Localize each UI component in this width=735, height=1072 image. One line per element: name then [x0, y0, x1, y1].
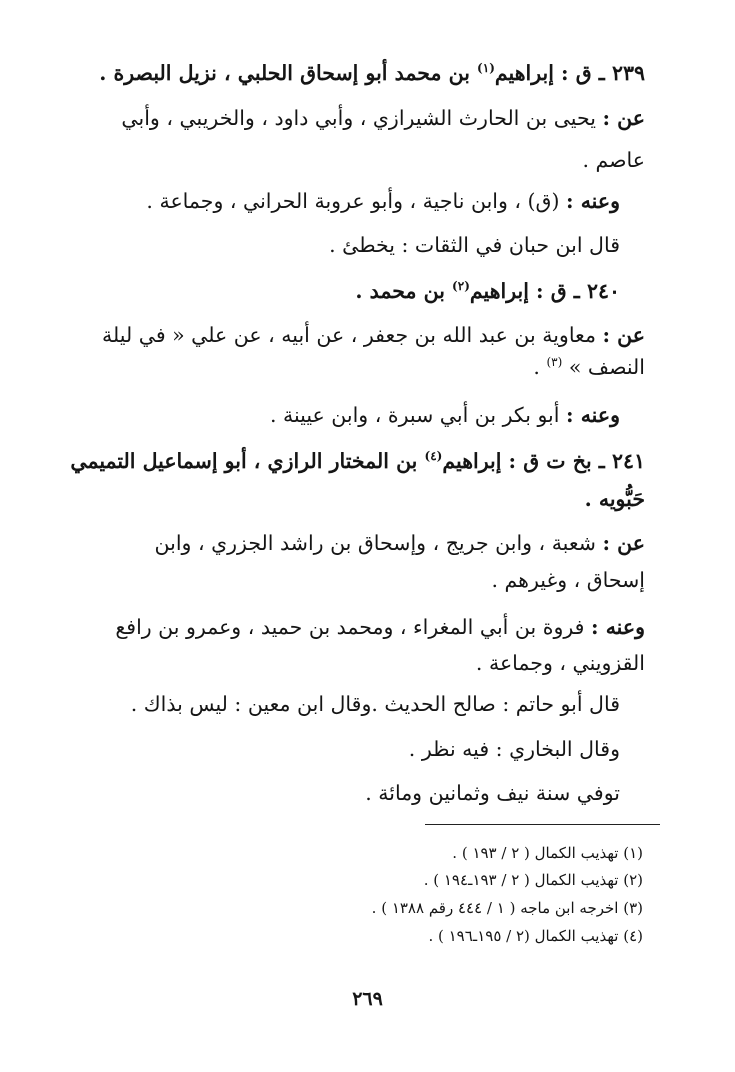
narrated-by-text: (ق) ، وابن ناجية ، وأبو عروبة الحراني ، وجماعة . [146, 189, 566, 213]
entry-241-remark-3: توفي سنة نيف وثمانين ومائة . [365, 781, 620, 805]
entry-240-narrated-from-cont [92, 352, 645, 382]
narrated-from-text: النصف » [568, 355, 645, 379]
narrated-by-label: وعنه : [590, 615, 645, 639]
entry-240-heading [92, 276, 620, 306]
period: . [533, 355, 540, 379]
narrated-from-text: شعبة ، وابن جريج ، وإسحاق بن راشد الجزري ، وابن [154, 531, 603, 555]
narrated-from-label: عن : [602, 323, 645, 347]
footnote-4: (٤) تهذيب الكمال (٢ / ١٩٥ـ١٩٦ ) . [428, 927, 643, 945]
page-number: ٢٦٩ [352, 988, 383, 1010]
narrated-from-text: يحيى بن الحارث الشيرازي ، وأبي داود ، والخريبي ، وأبي [121, 106, 603, 130]
entry-241-narrated-from-cont: إسحاق ، وغيرهم . [491, 568, 645, 592]
narrated-from-label: عن : [602, 106, 645, 130]
entry-241-name: ٢٤١ ـ بخ ت ق : إبراهيم [442, 449, 645, 473]
footnote-ref-3[interactable]: (٣) [546, 355, 563, 370]
entry-241-heading-cont: حَبُّويه . [584, 487, 645, 511]
entry-239-name: ٢٣٩ ـ ق : إبراهيم [494, 61, 645, 85]
footnote-ref-2[interactable]: (٢) [452, 279, 470, 294]
footnote-3: (٣) اخرجه ابن ماجه ( ١ / ٤٤٤ رقم ١٣٨٨ ) . [371, 899, 643, 917]
narrated-from-label: عن : [602, 531, 645, 555]
entry-241-remark-1: قال أبو حاتم : صالح الحديث .وقال ابن معين : ليس بذاك . [130, 692, 620, 716]
entry-240-name: ٢٤٠ ـ ق : إبراهيم [469, 279, 620, 303]
entry-241-narrated-by [92, 612, 645, 642]
entry-240-description: بن محمد . [355, 279, 453, 303]
narrated-by-label: وعنه : [565, 403, 620, 427]
narrated-by-label: وعنه : [565, 189, 620, 213]
narrated-by-text: أبو بكر بن أبي سبرة ، وابن عيينة . [269, 403, 566, 427]
entry-239-narrated-from-cont: عاصم . [582, 148, 645, 172]
entry-241-narrated-from [92, 528, 645, 558]
narrated-by-text: فروة بن أبي المغراء ، ومحمد بن حميد ، وعمرو بن رافع [115, 615, 591, 639]
footnote-ref-1[interactable]: (١) [477, 61, 495, 76]
entry-239-description: بن محمد أبو إسحاق الحلبي ، نزيل البصرة . [99, 61, 478, 85]
footnote-1: (١) تهذيب الكمال ( ٢ / ١٩٣ ) . [452, 844, 643, 862]
footnote-ref-4[interactable]: (٤) [424, 449, 443, 464]
narrated-from-text: معاوية بن عبد الله بن جعفر ، عن أبيه ، عن علي « في ليلة [102, 323, 603, 347]
entry-239-heading [92, 58, 645, 88]
entry-239-narrated-from [92, 103, 645, 133]
entry-241-remark-2: وقال البخاري : فيه نظر . [408, 737, 620, 761]
entry-239-remark: قال ابن حبان في الثقات : يخطئ . [329, 233, 620, 257]
footnote-2: (٢) تهذيب الكمال ( ٢ / ١٩٣ـ١٩٤ ) . [423, 871, 643, 889]
entry-239-narrated-by [92, 186, 620, 216]
entry-241-description: بن المختار الرازي ، أبو إسماعيل التميمي [70, 449, 425, 473]
entry-241-heading [70, 446, 645, 476]
entry-240-narrated-from [92, 320, 645, 350]
entry-241-narrated-by-cont: القزويني ، وجماعة . [475, 651, 645, 675]
footnote-divider [425, 824, 660, 825]
entry-240-narrated-by [92, 400, 620, 430]
